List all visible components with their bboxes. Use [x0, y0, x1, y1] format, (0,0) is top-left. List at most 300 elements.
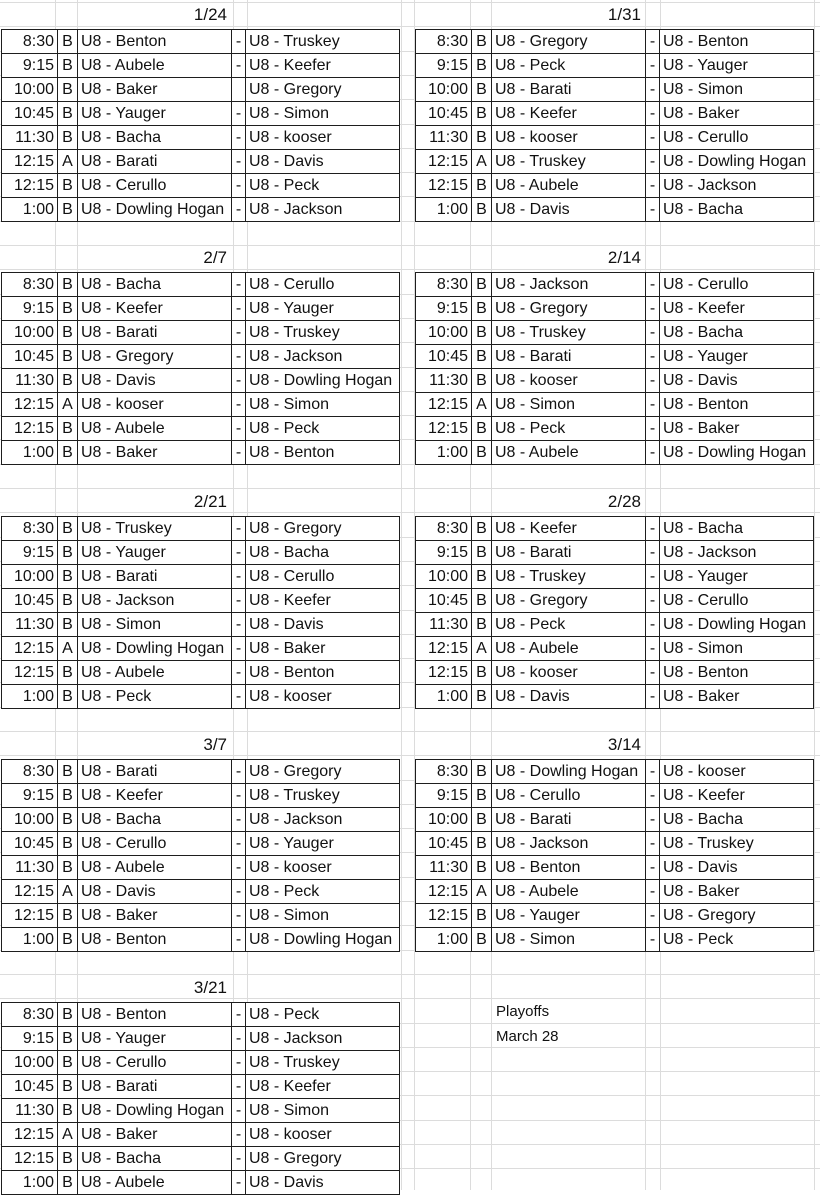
- game-field: A: [58, 880, 78, 904]
- versus-separator: -: [232, 1171, 246, 1195]
- game-field: B: [472, 904, 492, 928]
- game-field: B: [472, 345, 492, 369]
- game-time: 11:30: [416, 126, 472, 150]
- home-team: U8 - Keefer: [78, 784, 232, 808]
- versus-separator: -: [232, 1147, 246, 1171]
- game-time: 1:00: [416, 685, 472, 709]
- week-date: 3/21: [193, 978, 227, 997]
- game-row: [416, 589, 814, 613]
- game-row: [416, 150, 814, 174]
- games-table: [415, 516, 814, 709]
- away-team: U8 - Benton: [660, 393, 814, 417]
- game-time: 12:15: [2, 1123, 58, 1147]
- game-field: A: [472, 150, 492, 174]
- versus-separator: -: [232, 880, 246, 904]
- game-field: B: [58, 441, 78, 465]
- home-team: U8 - Dowling Hogan: [78, 198, 232, 222]
- game-time: 12:15: [416, 174, 472, 198]
- away-team: U8 - Baker: [660, 102, 814, 126]
- game-field: B: [58, 1099, 78, 1123]
- away-team: U8 - kooser: [246, 685, 400, 709]
- home-team: U8 - Aubele: [492, 880, 646, 904]
- game-row: [416, 880, 814, 904]
- game-field: B: [58, 685, 78, 709]
- away-team: U8 - Gregory: [246, 1147, 400, 1171]
- home-team: U8 - Barati: [78, 760, 232, 784]
- away-team: U8 - kooser: [660, 760, 814, 784]
- game-field: B: [58, 321, 78, 345]
- away-team: U8 - Truskey: [246, 1051, 400, 1075]
- home-team: U8 - Simon: [78, 613, 232, 637]
- versus-separator: -: [232, 441, 246, 465]
- games-table: [1, 272, 400, 465]
- game-field: B: [472, 661, 492, 685]
- versus-separator: -: [646, 637, 660, 661]
- game-time: 9:15: [416, 541, 472, 565]
- game-field: B: [58, 369, 78, 393]
- game-time: 12:15: [416, 904, 472, 928]
- game-field: A: [58, 150, 78, 174]
- home-team: U8 - Benton: [78, 928, 232, 952]
- game-field: B: [472, 613, 492, 637]
- versus-separator: -: [232, 150, 246, 174]
- home-team: U8 - Truskey: [492, 565, 646, 589]
- game-row: [2, 613, 400, 637]
- game-field: B: [472, 541, 492, 565]
- away-team: U8 - Cerullo: [660, 126, 814, 150]
- game-field: B: [58, 102, 78, 126]
- game-time: 11:30: [416, 369, 472, 393]
- game-time: 8:30: [2, 517, 58, 541]
- game-row: [416, 637, 814, 661]
- week-date: 1/31: [607, 5, 641, 24]
- game-row: [416, 345, 814, 369]
- week-date: 2/28: [607, 492, 641, 511]
- game-field: B: [472, 441, 492, 465]
- game-row: [2, 126, 400, 150]
- game-row: [2, 589, 400, 613]
- sheet-column-line: [401, 0, 402, 1190]
- game-row: [2, 661, 400, 685]
- versus-separator: -: [232, 832, 246, 856]
- home-team: U8 - Aubele: [78, 1171, 232, 1195]
- away-team: U8 - Keefer: [660, 297, 814, 321]
- game-field: B: [58, 565, 78, 589]
- game-field: B: [472, 856, 492, 880]
- game-time: 10:45: [416, 832, 472, 856]
- home-team: U8 - Davis: [78, 369, 232, 393]
- home-team: U8 - Aubele: [492, 441, 646, 465]
- game-field: B: [58, 928, 78, 952]
- versus-separator: -: [646, 904, 660, 928]
- versus-separator: -: [646, 273, 660, 297]
- game-field: B: [472, 760, 492, 784]
- away-team: U8 - Cerullo: [660, 589, 814, 613]
- versus-separator: -: [646, 30, 660, 54]
- game-field: B: [472, 78, 492, 102]
- home-team: U8 - Barati: [78, 321, 232, 345]
- game-row: [416, 441, 814, 465]
- away-team: U8 - Simon: [246, 904, 400, 928]
- away-team: U8 - Bacha: [660, 198, 814, 222]
- away-team: U8 - kooser: [246, 856, 400, 880]
- versus-separator: -: [232, 1027, 246, 1051]
- game-field: A: [472, 393, 492, 417]
- game-row: [2, 273, 400, 297]
- game-row: [416, 808, 814, 832]
- game-field: B: [58, 54, 78, 78]
- game-time: 1:00: [416, 928, 472, 952]
- versus-separator: -: [646, 78, 660, 102]
- game-time: 12:15: [2, 393, 58, 417]
- game-row: [2, 784, 400, 808]
- game-time: 9:15: [2, 1027, 58, 1051]
- game-row: [416, 832, 814, 856]
- versus-separator: -: [646, 880, 660, 904]
- away-team: U8 - Gregory: [246, 760, 400, 784]
- game-field: B: [472, 517, 492, 541]
- game-field: B: [58, 832, 78, 856]
- away-team: U8 - Dowling Hogan: [246, 369, 400, 393]
- game-time: 11:30: [2, 126, 58, 150]
- away-team: U8 - Baker: [660, 880, 814, 904]
- game-time: 11:30: [2, 369, 58, 393]
- versus-separator: -: [232, 369, 246, 393]
- home-team: U8 - kooser: [78, 393, 232, 417]
- game-time: 12:15: [2, 661, 58, 685]
- away-team: U8 - Baker: [246, 637, 400, 661]
- game-time: 12:15: [416, 150, 472, 174]
- game-time: 1:00: [2, 1171, 58, 1195]
- away-team: U8 - Yauger: [246, 832, 400, 856]
- home-team: U8 - Davis: [492, 685, 646, 709]
- game-time: 1:00: [2, 685, 58, 709]
- game-field: B: [58, 30, 78, 54]
- game-field: A: [472, 880, 492, 904]
- game-row: [416, 198, 814, 222]
- game-row: [416, 661, 814, 685]
- game-field: B: [58, 904, 78, 928]
- away-team: U8 - Truskey: [246, 321, 400, 345]
- away-team: U8 - Peck: [246, 417, 400, 441]
- game-time: 11:30: [2, 1099, 58, 1123]
- game-field: B: [472, 808, 492, 832]
- versus-separator: -: [646, 856, 660, 880]
- game-field: B: [472, 126, 492, 150]
- versus-separator: -: [646, 102, 660, 126]
- game-time: 10:45: [416, 102, 472, 126]
- game-time: 10:45: [416, 345, 472, 369]
- away-team: U8 - Keefer: [246, 54, 400, 78]
- game-time: 10:00: [2, 321, 58, 345]
- sheet-row-line: [0, 26, 820, 27]
- game-time: 10:00: [2, 78, 58, 102]
- away-team: U8 - Simon: [246, 393, 400, 417]
- game-row: [416, 321, 814, 345]
- games-table: [1, 759, 400, 952]
- game-row: [416, 174, 814, 198]
- home-team: U8 - Peck: [492, 54, 646, 78]
- versus-separator: -: [646, 541, 660, 565]
- game-row: [2, 321, 400, 345]
- game-time: 12:15: [416, 393, 472, 417]
- home-team: U8 - Aubele: [492, 637, 646, 661]
- home-team: U8 - Aubele: [78, 417, 232, 441]
- home-team: U8 - Baker: [78, 904, 232, 928]
- versus-separator: -: [232, 1075, 246, 1099]
- home-team: U8 - Truskey: [492, 150, 646, 174]
- game-time: 12:15: [416, 637, 472, 661]
- game-time: 10:45: [2, 345, 58, 369]
- game-row: [2, 1171, 400, 1195]
- game-field: B: [472, 589, 492, 613]
- away-team: U8 - Peck: [660, 928, 814, 952]
- game-field: B: [58, 174, 78, 198]
- game-time: 1:00: [2, 928, 58, 952]
- game-field: B: [472, 565, 492, 589]
- versus-separator: -: [232, 541, 246, 565]
- games-table: [415, 29, 814, 222]
- game-field: B: [58, 661, 78, 685]
- away-team: U8 - Dowling Hogan: [246, 928, 400, 952]
- versus-separator: -: [232, 784, 246, 808]
- home-team: U8 - Dowling Hogan: [78, 637, 232, 661]
- home-team: U8 - Simon: [492, 928, 646, 952]
- versus-separator: -: [232, 1003, 246, 1027]
- home-team: U8 - Bacha: [78, 1147, 232, 1171]
- game-time: 9:15: [416, 297, 472, 321]
- week-date: 1/24: [193, 5, 227, 24]
- away-team: U8 - Bacha: [660, 517, 814, 541]
- game-row: [2, 1027, 400, 1051]
- game-time: 10:00: [2, 565, 58, 589]
- home-team: U8 - Barati: [78, 1075, 232, 1099]
- home-team: U8 - Barati: [492, 78, 646, 102]
- game-field: B: [58, 345, 78, 369]
- away-team: U8 - Jackson: [246, 345, 400, 369]
- away-team: U8 - Baker: [660, 417, 814, 441]
- away-team: U8 - Davis: [246, 150, 400, 174]
- away-team: U8 - Peck: [246, 1003, 400, 1027]
- game-row: [2, 54, 400, 78]
- away-team: U8 - Dowling Hogan: [660, 150, 814, 174]
- away-team: U8 - kooser: [246, 126, 400, 150]
- versus-separator: -: [646, 441, 660, 465]
- away-team: U8 - Peck: [246, 174, 400, 198]
- versus-separator: -: [646, 393, 660, 417]
- home-team: U8 - Aubele: [78, 661, 232, 685]
- game-time: 10:45: [2, 589, 58, 613]
- away-team: U8 - Dowling Hogan: [660, 441, 814, 465]
- home-team: U8 - Benton: [78, 30, 232, 54]
- game-row: [2, 174, 400, 198]
- away-team: U8 - Benton: [246, 441, 400, 465]
- sheet-column-line: [814, 0, 815, 1190]
- game-row: [2, 345, 400, 369]
- game-time: 8:30: [416, 30, 472, 54]
- game-field: A: [58, 637, 78, 661]
- versus-separator: -: [646, 369, 660, 393]
- away-team: U8 - Yauger: [660, 565, 814, 589]
- game-field: B: [58, 1075, 78, 1099]
- game-field: B: [58, 613, 78, 637]
- game-field: B: [472, 685, 492, 709]
- game-field: B: [472, 784, 492, 808]
- home-team: U8 - Keefer: [492, 102, 646, 126]
- versus-separator: -: [232, 517, 246, 541]
- versus-separator: -: [232, 273, 246, 297]
- home-team: U8 - Gregory: [492, 297, 646, 321]
- versus-separator: -: [232, 417, 246, 441]
- versus-separator: -: [232, 1051, 246, 1075]
- game-time: 11:30: [416, 613, 472, 637]
- versus-separator: -: [646, 345, 660, 369]
- home-team: U8 - Aubele: [492, 174, 646, 198]
- versus-separator: -: [232, 856, 246, 880]
- game-time: 8:30: [416, 760, 472, 784]
- game-time: 12:15: [2, 880, 58, 904]
- game-field: B: [58, 541, 78, 565]
- away-team: U8 - Bacha: [660, 808, 814, 832]
- home-team: U8 - Peck: [492, 613, 646, 637]
- game-time: 8:30: [2, 273, 58, 297]
- home-team: U8 - Peck: [492, 417, 646, 441]
- home-team: U8 - Barati: [492, 808, 646, 832]
- versus-separator: -: [232, 637, 246, 661]
- game-time: 12:15: [2, 637, 58, 661]
- game-row: [2, 198, 400, 222]
- home-team: U8 - Dowling Hogan: [492, 760, 646, 784]
- game-row: [416, 126, 814, 150]
- versus-separator: -: [646, 297, 660, 321]
- game-row: [2, 369, 400, 393]
- game-time: 9:15: [2, 297, 58, 321]
- game-row: [2, 102, 400, 126]
- away-team: U8 - Cerullo: [246, 565, 400, 589]
- home-team: U8 - Peck: [78, 685, 232, 709]
- game-row: [2, 1075, 400, 1099]
- home-team: U8 - Cerullo: [78, 1051, 232, 1075]
- home-team: U8 - Gregory: [492, 30, 646, 54]
- games-table: [1, 1002, 400, 1195]
- away-team: U8 - Gregory: [660, 904, 814, 928]
- game-field: B: [472, 54, 492, 78]
- game-row: [2, 297, 400, 321]
- away-team: U8 - Cerullo: [246, 273, 400, 297]
- game-row: [2, 565, 400, 589]
- away-team: U8 - Davis: [660, 369, 814, 393]
- game-field: A: [58, 393, 78, 417]
- game-time: 10:00: [416, 565, 472, 589]
- versus-separator: -: [646, 517, 660, 541]
- home-team: U8 - Yauger: [78, 1027, 232, 1051]
- versus-separator: -: [646, 613, 660, 637]
- versus-separator: -: [232, 613, 246, 637]
- home-team: U8 - Davis: [492, 198, 646, 222]
- game-time: 8:30: [2, 30, 58, 54]
- game-row: [2, 760, 400, 784]
- away-team: U8 - Cerullo: [660, 273, 814, 297]
- game-row: [416, 30, 814, 54]
- versus-separator: -: [232, 904, 246, 928]
- versus-separator: -: [232, 102, 246, 126]
- away-team: U8 - Gregory: [246, 78, 400, 102]
- game-time: 10:45: [2, 832, 58, 856]
- game-field: B: [58, 417, 78, 441]
- game-row: [2, 1099, 400, 1123]
- game-row: [416, 613, 814, 637]
- playoffs-label: Playoffs: [496, 1003, 550, 1020]
- game-row: [2, 637, 400, 661]
- week-date: 3/14: [607, 735, 641, 754]
- versus-separator: -: [232, 565, 246, 589]
- game-field: B: [472, 102, 492, 126]
- game-row: [2, 1123, 400, 1147]
- home-team: U8 - Barati: [78, 565, 232, 589]
- versus-separator: -: [646, 760, 660, 784]
- game-field: B: [472, 321, 492, 345]
- game-field: B: [58, 589, 78, 613]
- game-row: [416, 517, 814, 541]
- game-time: 9:15: [416, 54, 472, 78]
- game-row: [2, 685, 400, 709]
- game-time: 9:15: [2, 784, 58, 808]
- versus-separator: -: [232, 589, 246, 613]
- week-date: 2/21: [193, 492, 227, 511]
- game-row: [2, 150, 400, 174]
- versus-separator: -: [232, 661, 246, 685]
- versus-separator: -: [646, 928, 660, 952]
- versus-separator: -: [232, 174, 246, 198]
- versus-separator: -: [232, 321, 246, 345]
- away-team: U8 - Bacha: [246, 541, 400, 565]
- game-time: 10:00: [416, 78, 472, 102]
- away-team: U8 - kooser: [246, 1123, 400, 1147]
- game-time: 10:45: [416, 589, 472, 613]
- versus-separator: -: [646, 54, 660, 78]
- home-team: U8 - Truskey: [78, 517, 232, 541]
- game-time: 12:15: [2, 1147, 58, 1171]
- game-row: [2, 856, 400, 880]
- home-team: U8 - Dowling Hogan: [78, 1099, 232, 1123]
- home-team: U8 - Bacha: [78, 126, 232, 150]
- versus-separator: [232, 78, 246, 102]
- game-field: B: [58, 126, 78, 150]
- game-time: 9:15: [2, 541, 58, 565]
- game-field: B: [58, 517, 78, 541]
- versus-separator: -: [232, 685, 246, 709]
- versus-separator: -: [232, 54, 246, 78]
- away-team: U8 - Benton: [246, 661, 400, 685]
- home-team: U8 - Barati: [78, 150, 232, 174]
- away-team: U8 - Simon: [246, 102, 400, 126]
- playoffs-date: March 28: [496, 1028, 559, 1045]
- home-team: U8 - Gregory: [78, 345, 232, 369]
- away-team: U8 - Davis: [246, 613, 400, 637]
- versus-separator: -: [646, 174, 660, 198]
- away-team: U8 - Gregory: [246, 517, 400, 541]
- home-team: U8 - Yauger: [492, 904, 646, 928]
- game-time: 11:30: [416, 856, 472, 880]
- home-team: U8 - Jackson: [492, 273, 646, 297]
- game-row: [2, 928, 400, 952]
- away-team: U8 - Bacha: [660, 321, 814, 345]
- home-team: U8 - Barati: [492, 541, 646, 565]
- game-row: [416, 273, 814, 297]
- game-field: B: [58, 1171, 78, 1195]
- home-team: U8 - Cerullo: [492, 784, 646, 808]
- game-field: B: [58, 78, 78, 102]
